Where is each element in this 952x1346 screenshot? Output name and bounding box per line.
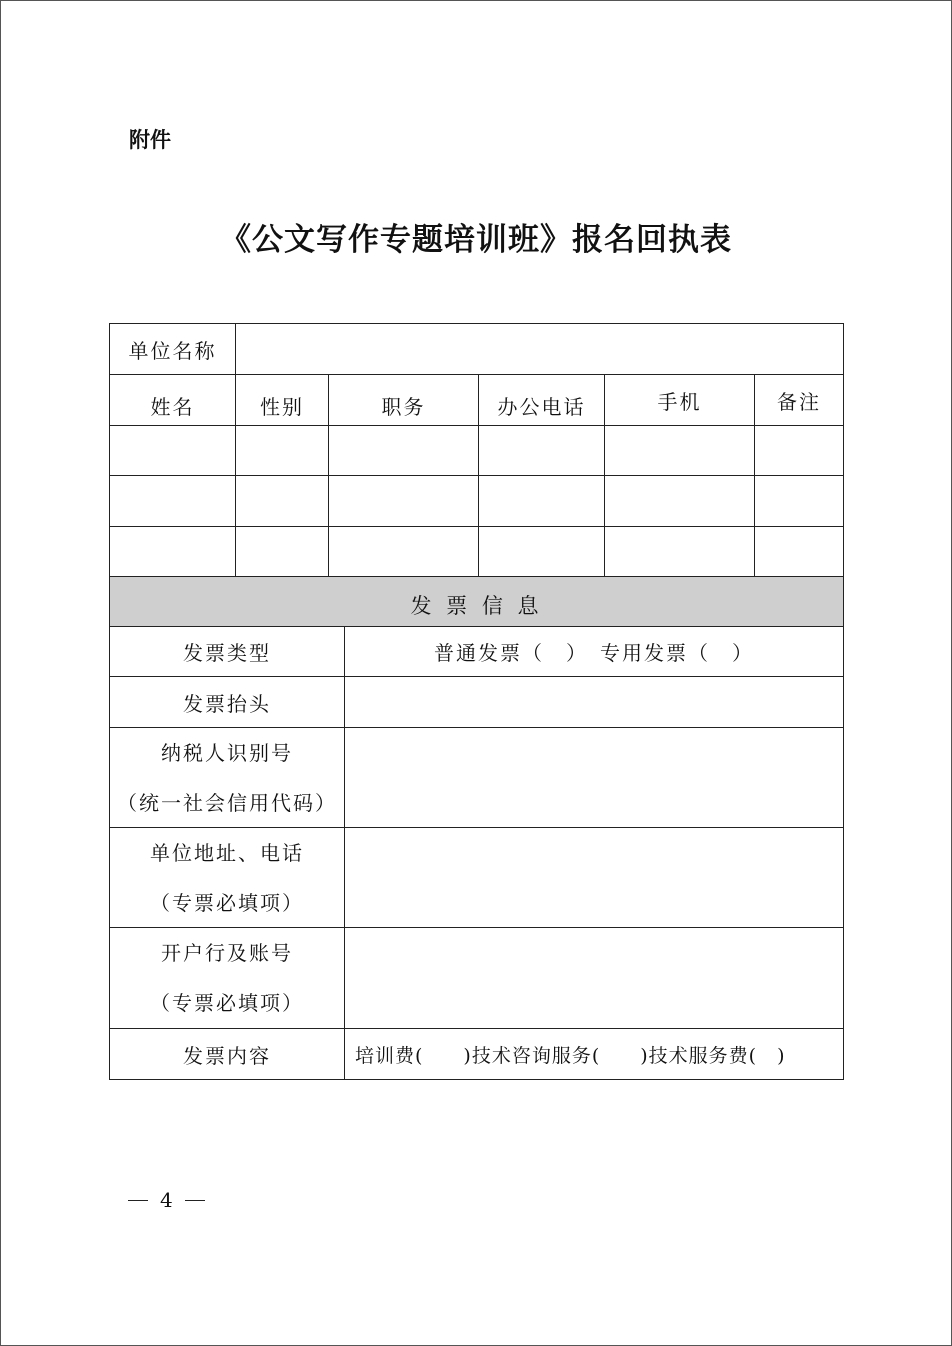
page-footer xyxy=(128,1188,205,1212)
participant-row[interactable] xyxy=(110,426,843,475)
footer-dash-right xyxy=(185,1200,205,1201)
participant-row[interactable] xyxy=(110,527,843,576)
invoice-header-field[interactable] xyxy=(345,677,843,727)
unit-name-field[interactable] xyxy=(236,324,843,374)
invoice-type-options[interactable]: 普通发票（ ） 专用发票（ ） xyxy=(434,641,754,665)
bank-account-field[interactable] xyxy=(345,928,843,1028)
header-remarks: 备注 xyxy=(777,389,821,414)
bank-account-label-line1: 开户行及账号 xyxy=(161,941,293,965)
invoice-type-label: 发票类型 xyxy=(183,641,271,665)
taxpayer-id-label xyxy=(110,728,344,827)
header-position: 职务 xyxy=(381,394,426,419)
header-office-phone: 办公电话 xyxy=(497,394,586,419)
unit-name-label: 单位名称 xyxy=(128,338,217,363)
invoice-header-label: 发票抬头 xyxy=(183,691,271,716)
unit-address-label xyxy=(110,828,344,927)
page-title: 《公文写作专题培训班》报名回执表 xyxy=(220,222,732,258)
bank-account-label-line2: （专票必填项） xyxy=(150,991,304,1015)
header-gender: 性别 xyxy=(260,394,304,419)
header-mobile: 手机 xyxy=(657,389,702,414)
taxpayer-id-label-line1: 纳税人识别号 xyxy=(161,740,293,765)
footer-dash-left xyxy=(128,1200,148,1201)
unit-address-label-line1: 单位地址、电话 xyxy=(150,840,304,865)
unit-address-field[interactable] xyxy=(345,828,843,927)
invoice-section-title: 发 票 信 息 xyxy=(410,593,543,618)
taxpayer-id-field[interactable] xyxy=(345,728,843,827)
unit-address-label-line2: （专票必填项） xyxy=(150,890,304,915)
page-number: 4 xyxy=(160,1188,173,1212)
bank-account-label xyxy=(110,928,344,1028)
taxpayer-id-label-line2: （统一社会信用代码） xyxy=(117,790,337,815)
attachment-label: 附件 xyxy=(129,128,171,152)
header-name: 姓名 xyxy=(150,394,195,419)
invoice-content-options[interactable]: 培训费( )技术咨询服务( )技术服务费( ) xyxy=(355,1044,786,1067)
invoice-content-label: 发票内容 xyxy=(183,1043,271,1068)
participant-row[interactable] xyxy=(110,476,843,526)
